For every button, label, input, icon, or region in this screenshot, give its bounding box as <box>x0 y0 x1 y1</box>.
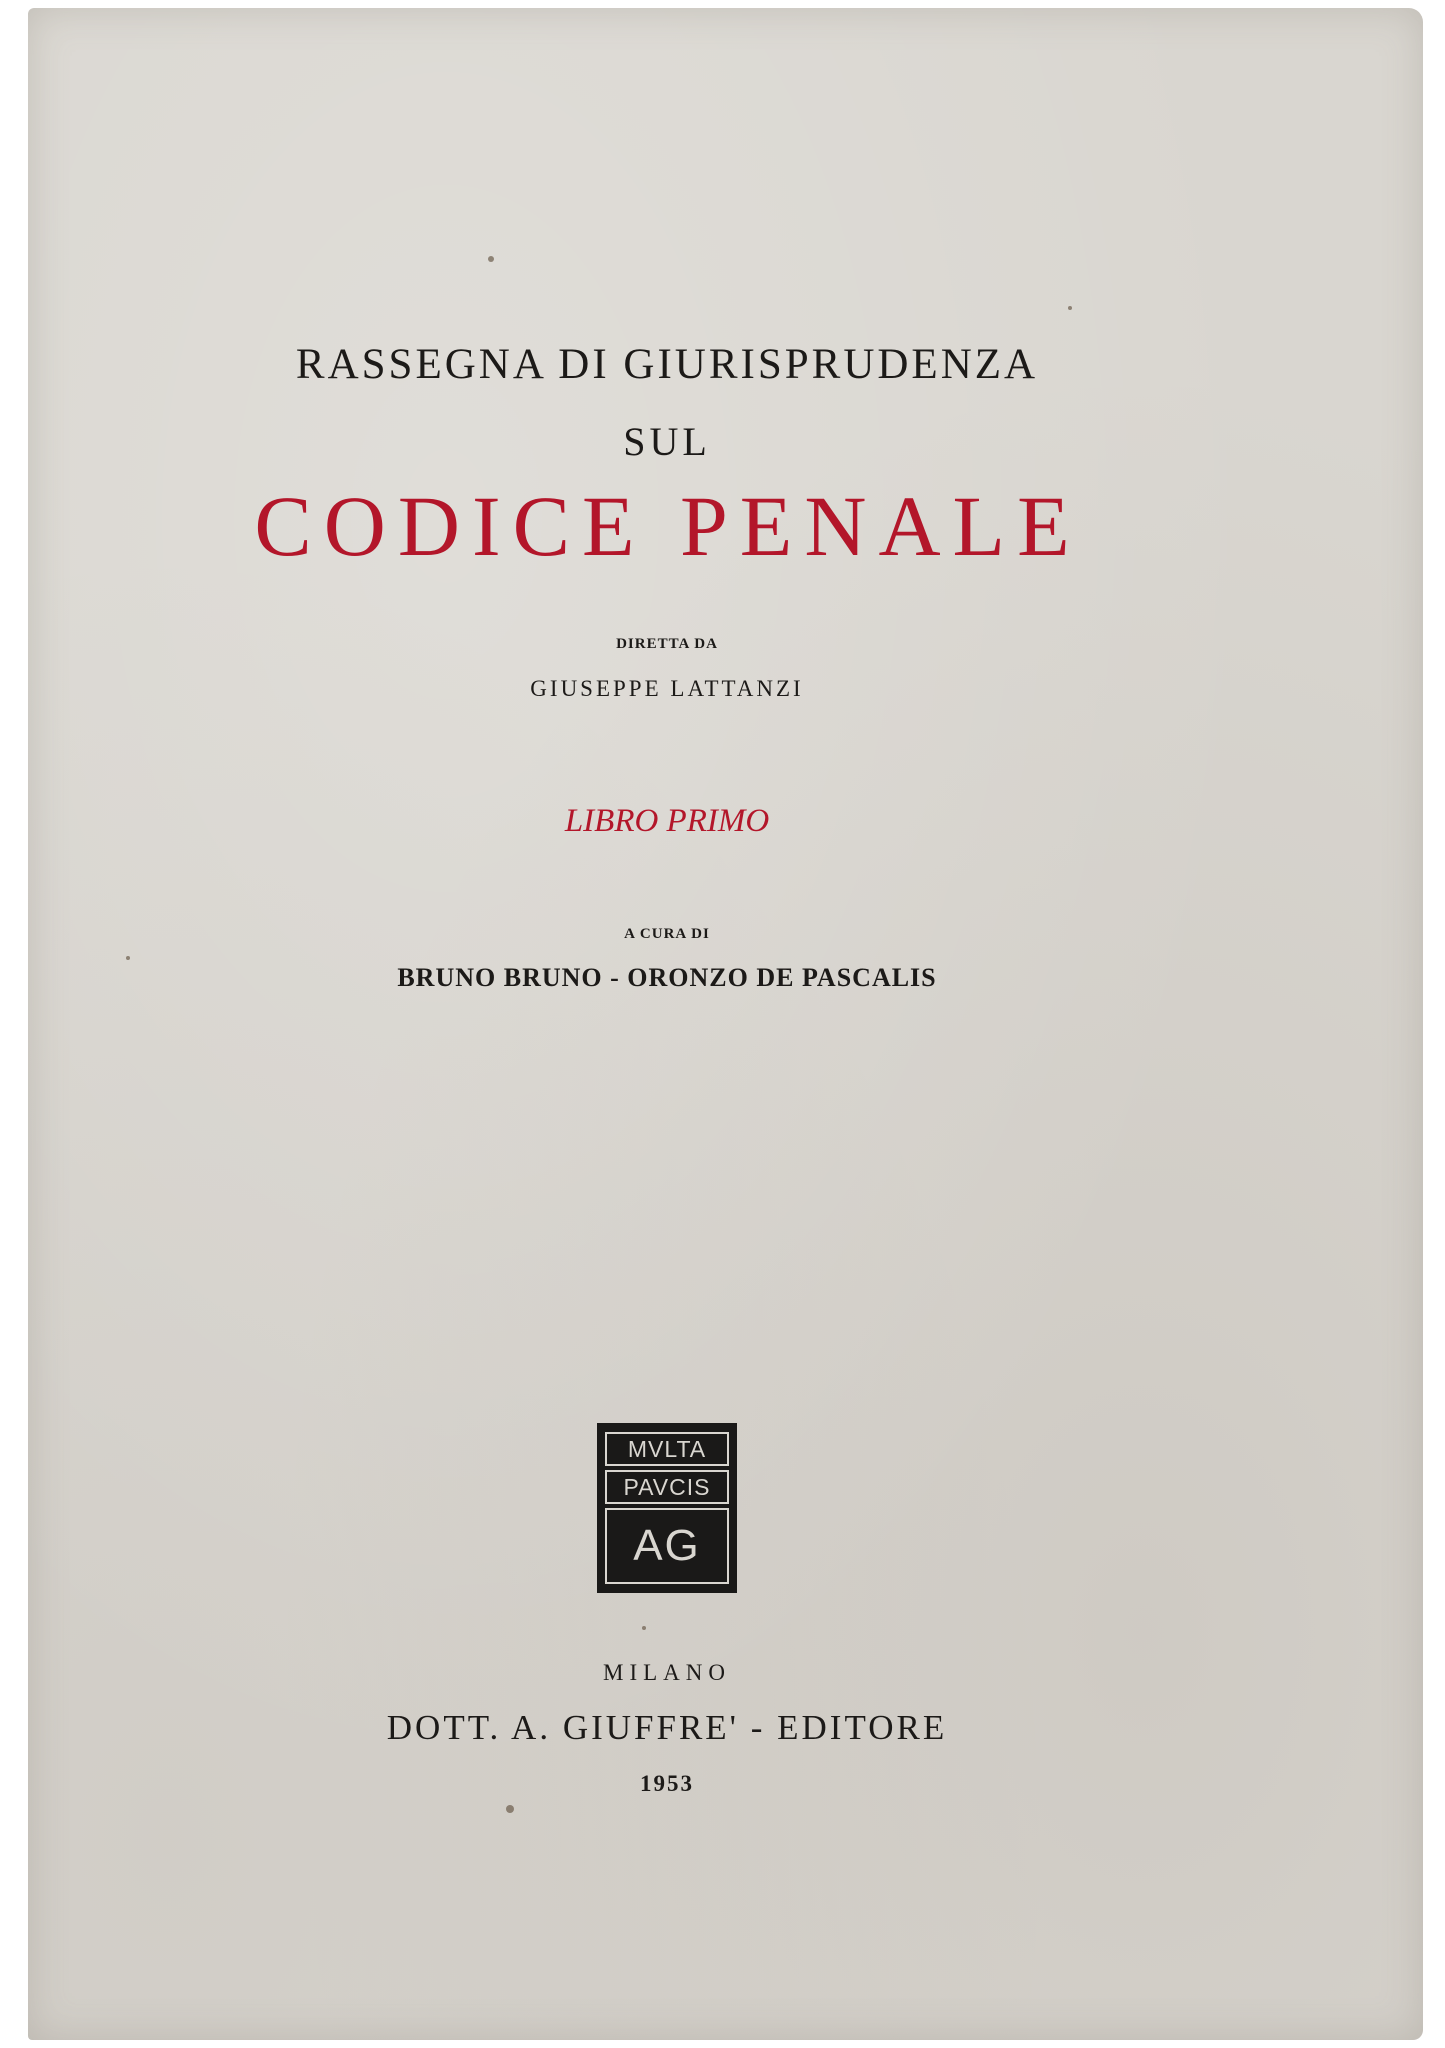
editors-names: BRUNO BRUNO - ORONZO DE PASCALIS <box>397 963 937 992</box>
publication-year: 1953 <box>640 1771 694 1796</box>
directed-by-label: DIRETTA DA <box>616 636 718 652</box>
paper-speck <box>506 1805 514 1813</box>
series-title: RASSEGNA DI GIURISPRUDENZA <box>295 341 1039 388</box>
main-title: CODICE PENALE <box>254 478 1082 574</box>
logo-monogram: AG <box>605 1508 729 1584</box>
subtitle-sul: SUL <box>623 419 711 464</box>
paper-speck <box>488 256 494 262</box>
paper-speck <box>126 956 130 960</box>
publication-city: MILANO <box>603 1660 731 1685</box>
logo-line-paucis: PAVCIS <box>605 1470 729 1504</box>
publisher-logo <box>597 1423 737 1593</box>
book-cover <box>28 8 1423 2040</box>
paper-speck <box>1068 306 1072 310</box>
director-name: GIUSEPPE LATTANZI <box>530 676 804 701</box>
logo-line-multa: MVLTA <box>605 1432 729 1466</box>
publisher-name: DOTT. A. GIUFFRE' - EDITORE <box>386 1708 948 1747</box>
curated-by-label: A CURA DI <box>624 926 710 942</box>
volume-title: LIBRO PRIMO <box>564 803 770 839</box>
paper-speck <box>642 1626 646 1630</box>
